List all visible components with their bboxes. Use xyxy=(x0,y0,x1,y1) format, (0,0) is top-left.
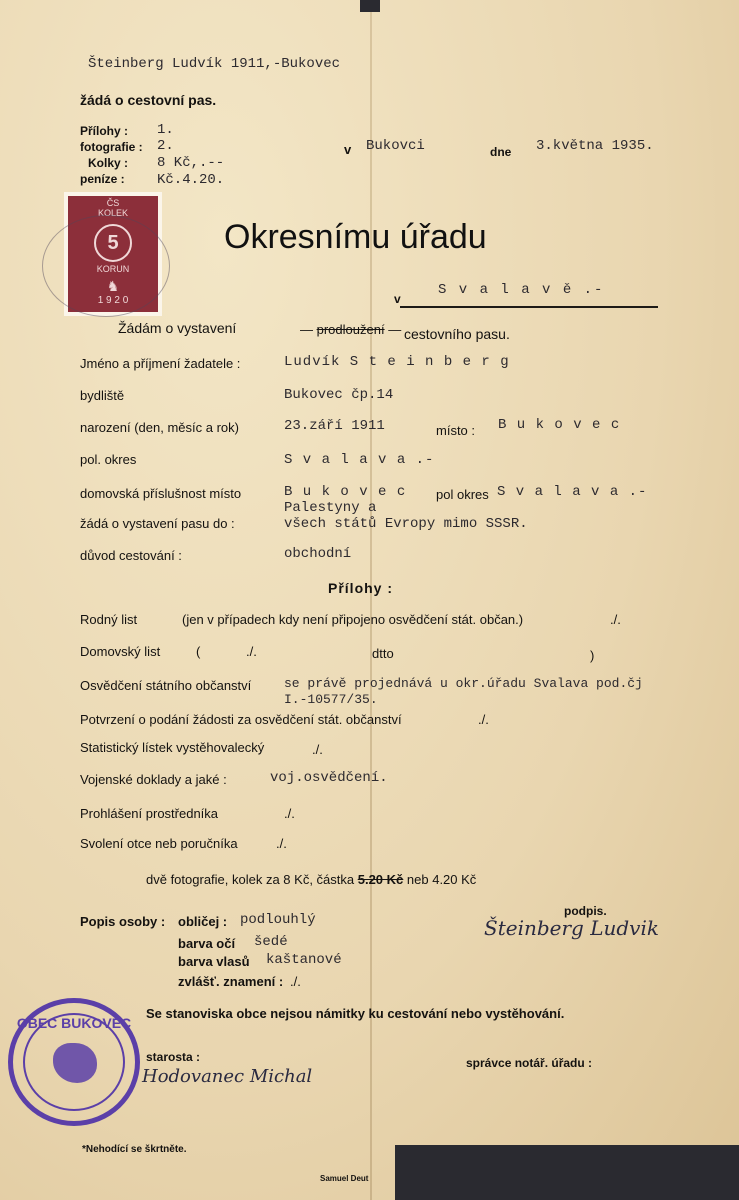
home-value: B u k o v e c xyxy=(284,484,407,500)
seal-text: OBEC BUKOVEC xyxy=(16,1015,132,1031)
torn-corner-top xyxy=(360,0,380,12)
domovsky-dtto: dtto xyxy=(372,646,394,661)
home-district-label: pol okres xyxy=(436,487,489,502)
seal-emblem-icon xyxy=(53,1043,97,1083)
znameni-value: ./. xyxy=(290,974,301,989)
prilohy-value: 1. xyxy=(157,122,174,138)
spravce-label: správce notář. úřadu : xyxy=(466,1056,593,1070)
request-suffix: cestovního pasu. xyxy=(404,326,510,342)
request-value: — prodloužení — xyxy=(300,322,402,337)
municipal-statement: Se stanoviska obce nejsou námitky ku cestování nebo vystěhování. xyxy=(146,1006,565,1021)
statisticky-label: Statistický lístek vystěhovalecký xyxy=(80,740,265,755)
prilohy-label: Přílohy : xyxy=(80,124,129,138)
birth-value: 23.září 1911 xyxy=(284,418,385,434)
footnote: *Nehodící se škrtněte. xyxy=(82,1144,187,1155)
vojenske-label: Vojenské doklady a jaké : xyxy=(80,772,227,787)
stamp-year: 1 9 2 0 xyxy=(97,295,129,306)
destination-line1: Palestyny a xyxy=(284,500,377,516)
office-title: Okresnímu úřadu xyxy=(224,218,487,256)
birth-place-value: B u k o v e c xyxy=(498,417,621,433)
kolky-label: Kolky : xyxy=(88,156,129,170)
fees-line xyxy=(146,872,476,887)
residence-label: bydliště xyxy=(80,388,125,403)
fotografie-value: 2. xyxy=(157,138,174,154)
stamp-top: ČS xyxy=(106,198,120,208)
reason-label: důvod cestování : xyxy=(80,548,182,563)
domovsky-value: ./. xyxy=(246,644,257,659)
prilohy-heading: Přílohy : xyxy=(328,580,394,596)
place-value: Bukovci xyxy=(366,138,425,154)
popis-label: Popis osoby : xyxy=(80,914,166,929)
fees-struck: 5.20 Kč xyxy=(357,872,404,887)
potvrzeni-label: Potvrzení o podání žádosti za osvědčení stát. občanství xyxy=(80,712,402,727)
dne-label: dne xyxy=(490,145,512,159)
oblicej-label: obličej : xyxy=(178,914,228,929)
domovsky-paren-close: ) xyxy=(590,648,595,663)
rodny-label: Rodný list xyxy=(80,612,138,627)
oci-label: barva očí xyxy=(178,936,236,951)
request-label: Žádám o vystavení xyxy=(118,320,237,336)
rodny-value: ./. xyxy=(610,612,621,627)
starosta-label: starosta : xyxy=(146,1050,201,1064)
statisticky-value: ./. xyxy=(312,742,323,757)
domovsky-label: Domovský list xyxy=(80,644,161,659)
potvrzeni-value: ./. xyxy=(478,712,489,727)
v-label: v xyxy=(344,142,352,157)
osvedceni-value2: I.-10577/35. xyxy=(284,692,378,707)
osvedceni-value1: se právě projednává u okr.úřadu Svalava pod.čj xyxy=(284,676,643,691)
vojenske-value: voj.osvědčení. xyxy=(270,770,388,786)
prohlaseni-value: ./. xyxy=(284,806,295,821)
podpis-label: podpis. xyxy=(564,904,607,918)
office-location: S v a l a v ě .- xyxy=(438,282,605,298)
name-label: Jméno a příjmení žadatele : xyxy=(80,356,241,371)
vlasy-value: kaštanové xyxy=(266,952,342,968)
office-underline xyxy=(400,306,658,308)
stamp-unit: KORUN xyxy=(96,264,130,274)
district-label: pol. okres xyxy=(80,452,137,467)
municipal-seal xyxy=(8,998,140,1126)
destination-line2: všech států Evropy mimo SSSR. xyxy=(284,516,528,532)
oblicej-value: podlouhlý xyxy=(240,912,316,928)
rodny-note: (jen v případech kdy není připojeno osvědčení stát. občan.) xyxy=(182,612,524,627)
residence-value: Bukovec čp.14 xyxy=(284,387,394,403)
applicant-signature: Šteinberg Ludvik xyxy=(484,916,659,940)
penize-value: Kč.4.20. xyxy=(157,172,225,188)
lion-icon: ♞ xyxy=(106,278,120,294)
request-struck: prodloužení xyxy=(316,322,385,337)
svoleni-value: ./. xyxy=(276,836,287,851)
fees-text2: neb 4.20 Kč xyxy=(406,872,477,887)
home-label: domovská příslušnost místo xyxy=(80,486,242,501)
prohlaseni-label: Prohlášení prostředníka xyxy=(80,806,219,821)
stamp-kolek: KOLEK xyxy=(97,208,128,218)
printer-imprint: Samuel Deut xyxy=(320,1174,369,1183)
vlasy-label: barva vlasů xyxy=(178,954,250,969)
stamp-value: 5 xyxy=(94,224,132,262)
destination-label: žádá o vystavení pasu do : xyxy=(80,516,235,531)
district-value: S v a l a v a .- xyxy=(284,452,435,468)
osvedceni-label: Osvědčení státního občanství xyxy=(80,678,252,693)
fees-text1: dvě fotografie, kolek za 8 Kč, částka xyxy=(146,872,355,887)
znameni-label: zvlášť. znamení : xyxy=(178,974,284,989)
penize-label: peníze : xyxy=(80,172,125,186)
kolky-value: 8 Kč,.-- xyxy=(157,155,225,171)
birth-label: narození (den, měsíc a rok) xyxy=(80,420,239,435)
request-line: žádá o cestovní pas. xyxy=(80,92,217,108)
domovsky-paren-open: ( xyxy=(196,644,201,659)
date-value: 3.května 1935. xyxy=(536,138,654,154)
oci-value: šedé xyxy=(254,934,288,950)
svoleni-label: Svolení otce neb poručníka xyxy=(80,836,238,851)
applicant-line: Šteinberg Ludvík 1911,-Bukovec xyxy=(88,56,341,72)
cancel-stamp-icon xyxy=(42,215,170,317)
torn-corner-bottom xyxy=(395,1145,739,1200)
home-district-value: S v a l a v a .- xyxy=(497,484,648,500)
name-value: Ludvík S t e i n b e r g xyxy=(284,354,510,370)
starosta-signature: Hodovanec Michal xyxy=(142,1066,313,1087)
reason-value: obchodní xyxy=(284,546,352,562)
office-v-label: v xyxy=(394,292,401,306)
fotografie-label: fotografie : xyxy=(80,140,143,154)
birth-place-label: místo : xyxy=(436,423,476,438)
